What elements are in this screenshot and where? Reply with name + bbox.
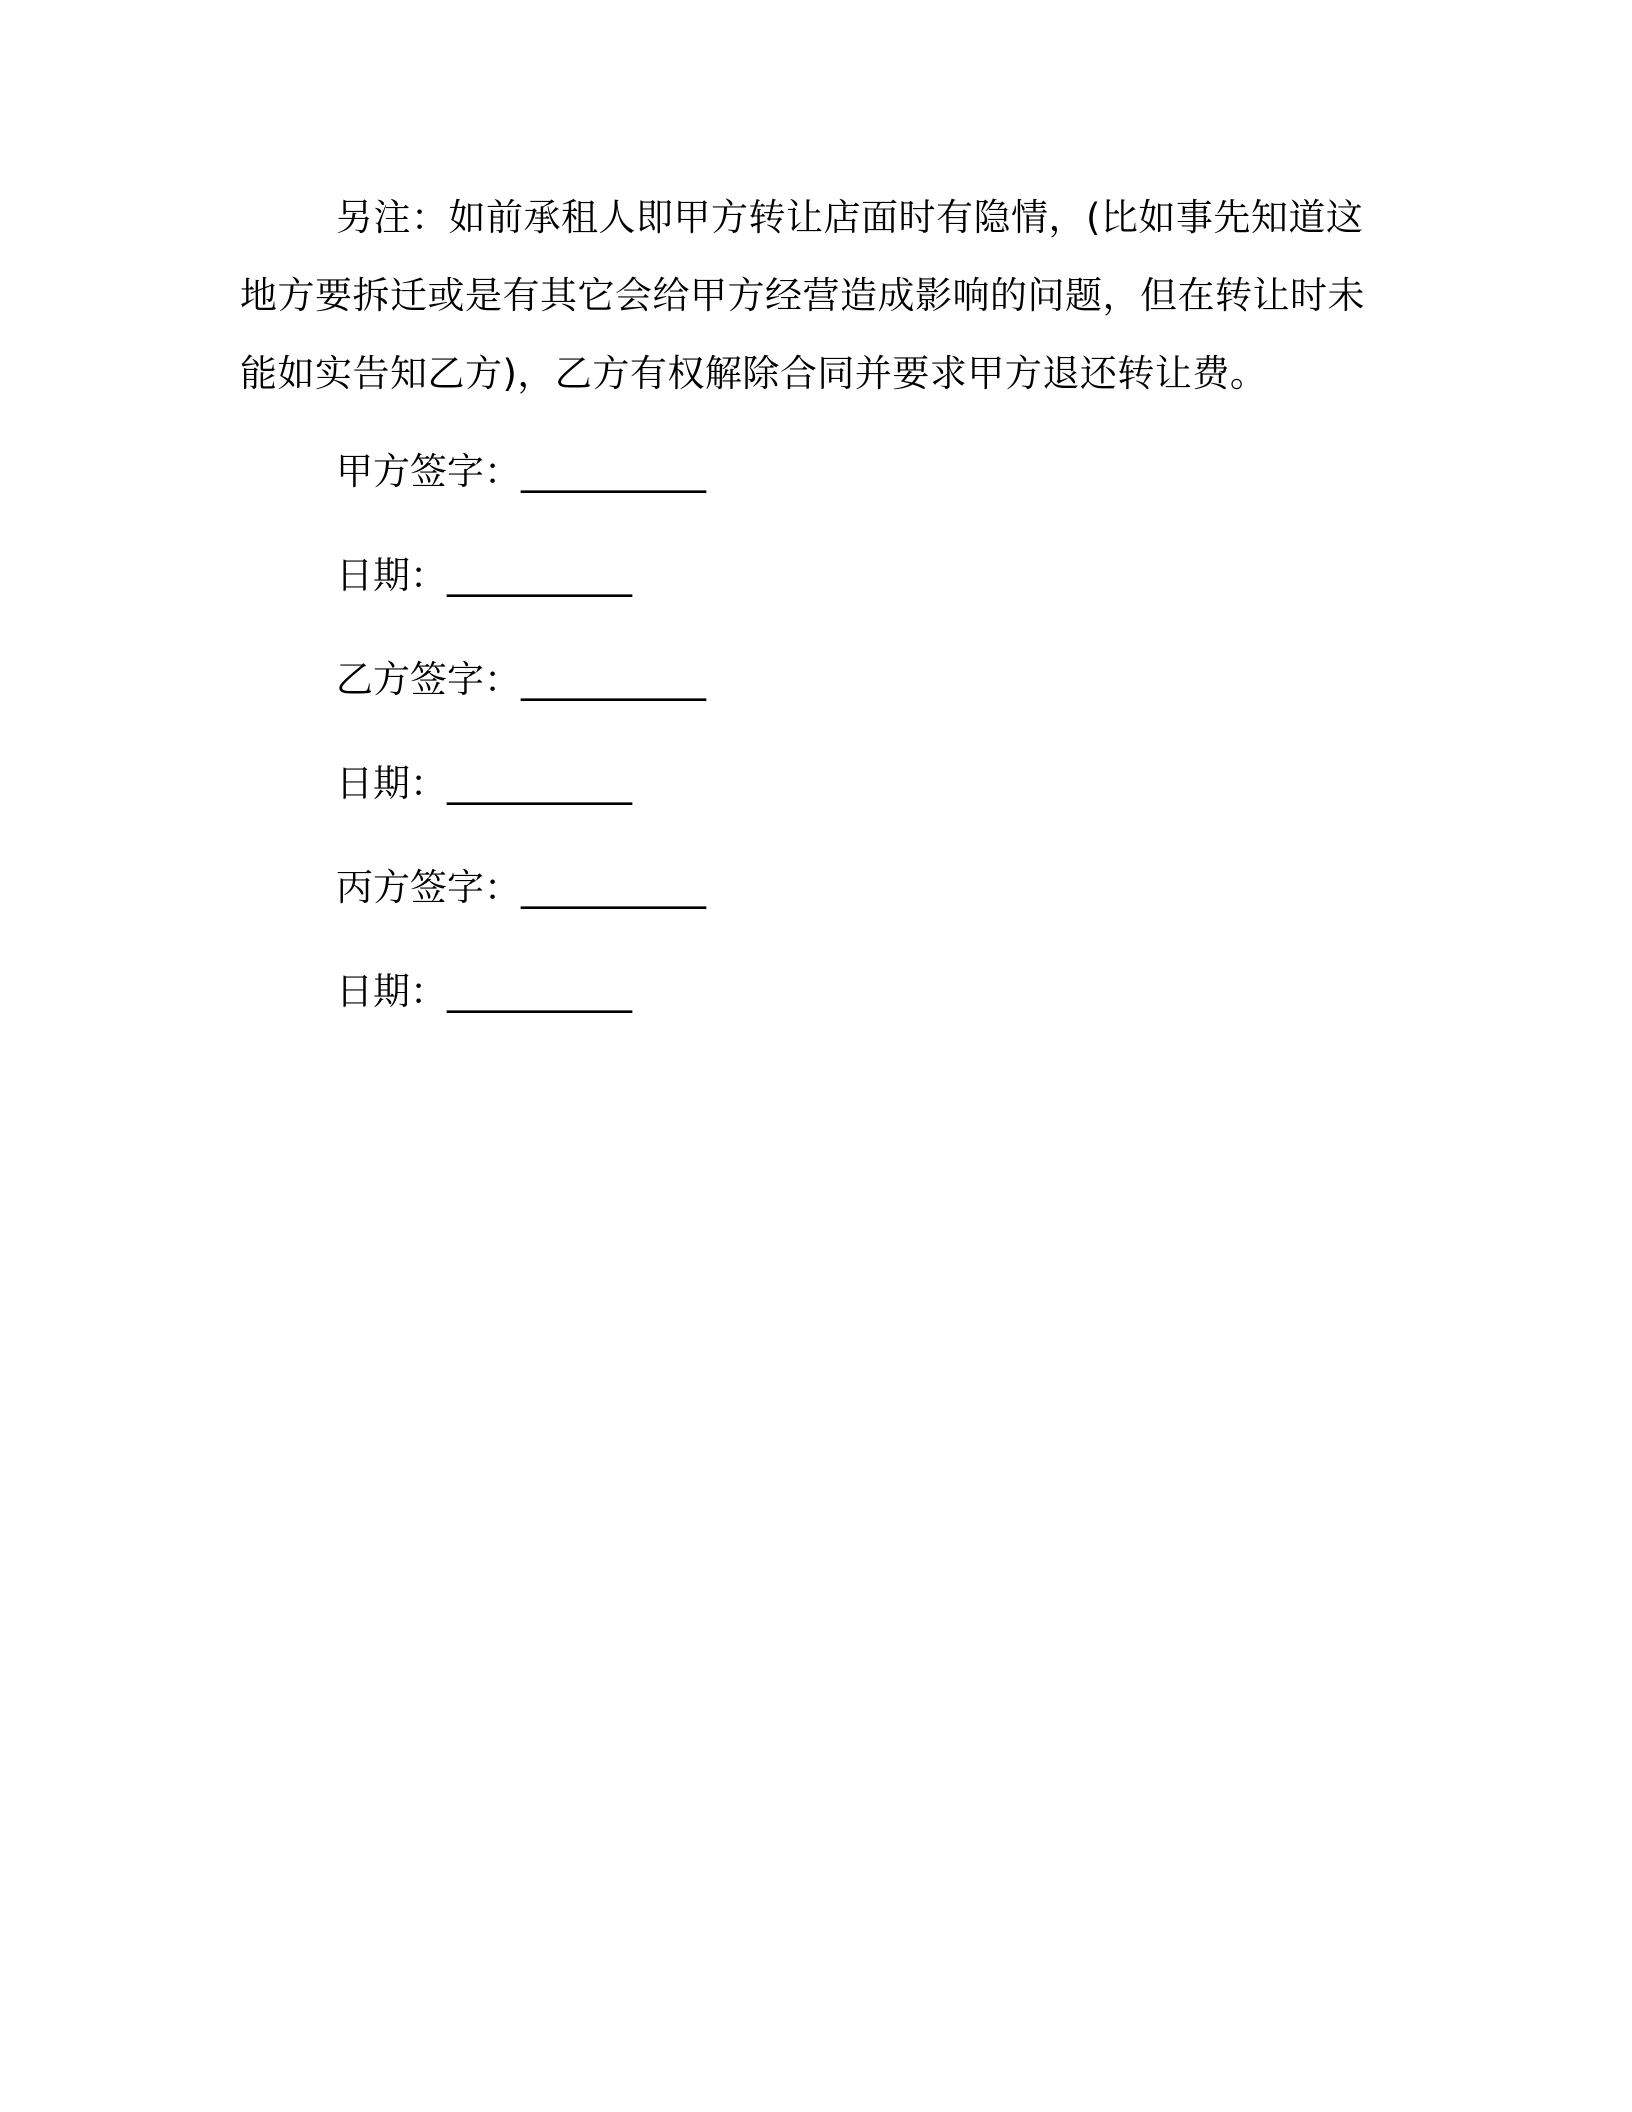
note-paragraph-line-3: 能如实告知乙方)，乙方有权解除合同并要求甲方退还转让费。 bbox=[240, 352, 1268, 395]
note-paragraph-line-2: 地方要拆迁或是有其它会给甲方经营造成影响的问题，但在转让时未 bbox=[240, 274, 1365, 317]
party-c-signature-line bbox=[336, 866, 706, 910]
party-b-date-line bbox=[336, 762, 632, 806]
party-b-signature-line bbox=[336, 658, 706, 702]
party-a-date-blank[interactable]: __________ bbox=[447, 554, 632, 597]
party-a-signature-line bbox=[336, 450, 706, 494]
party-c-date-blank[interactable]: __________ bbox=[447, 970, 632, 1013]
party-c-signature-label: 丙方签字： bbox=[336, 866, 521, 909]
party-a-signature-blank[interactable]: __________ bbox=[521, 450, 706, 493]
party-b-date-label: 日期： bbox=[336, 762, 447, 805]
party-a-date-line bbox=[336, 554, 632, 598]
party-b-signature-label: 乙方签字： bbox=[336, 658, 521, 701]
party-b-date-blank[interactable]: __________ bbox=[447, 762, 632, 805]
party-a-signature-label: 甲方签字： bbox=[336, 450, 521, 493]
party-c-date-label: 日期： bbox=[336, 970, 447, 1013]
party-a-date-label: 日期： bbox=[336, 554, 447, 597]
party-c-date-line bbox=[336, 970, 632, 1014]
party-b-signature-blank[interactable]: __________ bbox=[521, 658, 706, 701]
note-paragraph-line-1: 另注：如前承租人即甲方转让店面时有隐情，(比如事先知道这 bbox=[336, 196, 1364, 239]
party-c-signature-blank[interactable]: __________ bbox=[521, 866, 706, 909]
